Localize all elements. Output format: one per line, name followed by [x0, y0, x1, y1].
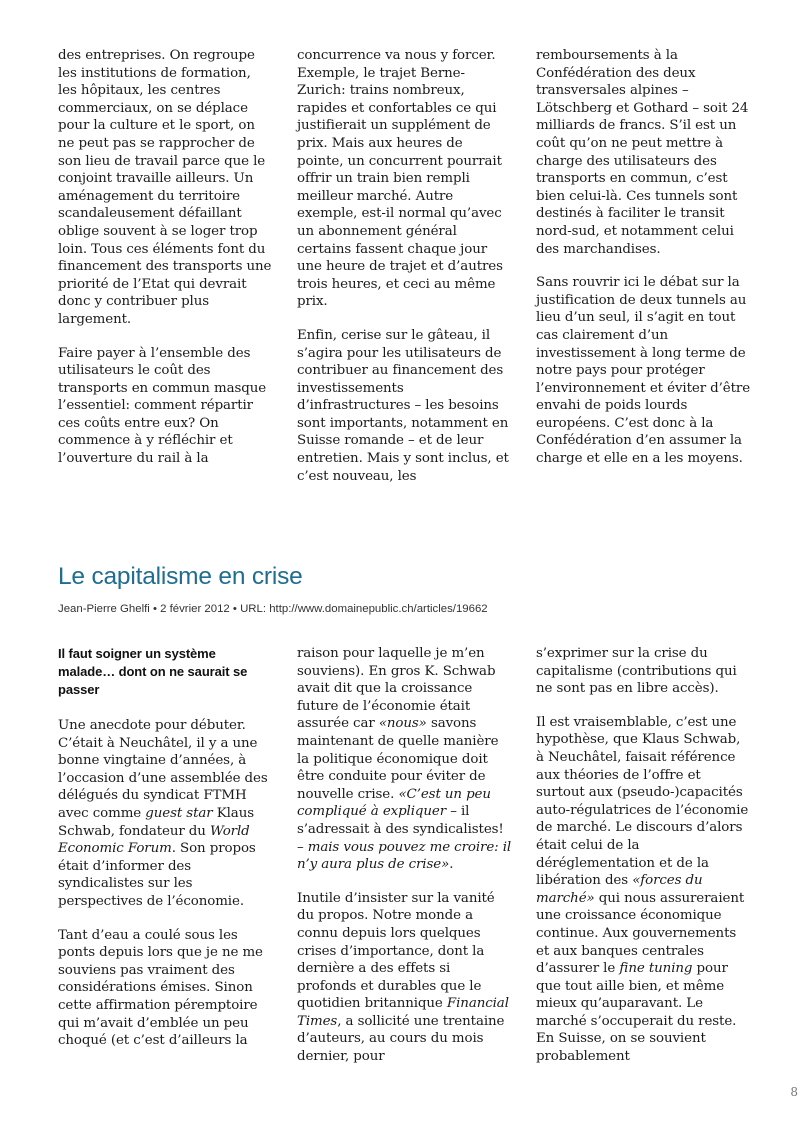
paragraph: remboursements à la Confédération des deux transversales alpines – Lötschberg et Gothard – soit 24 milliards de francs. S’il est un coût qu’on ne peut mettre à charge des utilisateurs des transports en commun, c’est bien celui-là. Ces tunnels sont destinés à faciliter le transit nord-sud, et notamment celui des marchandises.	[536, 48, 749, 257]
paragraph: s’exprimer sur la crise du capitalisme (contributions qui ne sont pas en libre accès).	[536, 646, 737, 697]
article-lead: Il faut soigner un système malade… dont on ne saurait se passer	[58, 646, 248, 697]
paragraph: Il est vraisemblable, c’est une hypothèse, que Klaus Schwab, à Neuchâtel, faisait référence aux théories de l’offre et surtout aux (pseudo-)capacités auto-régulatrices de l’économie de marché. Le discours d’alors était celui de la déréglementation et de la libération des «forces du marché» qui nous assureraient une croissance économique continue. Aux gouvernements et aux banques centrales d’assurer le fine tuning pour que tout aille bien, et même mieux qu’auparavant. Le marché s’occuperait du reste. En Suisse, on se souvient probablement	[536, 714, 749, 1065]
paragraph: des entreprises. On regroupe les institutions de formation, les hôpitaux, les centres commerciaux, on se déplace pour la culture et le sport, on ne peut pas se rapprocher de son lieu de travail parce que le conjoint travaille ailleurs. Un aménagement du territoire scandaleusement défaillant oblige souvent à se loger trop loin. Tous ces éléments font du financement des transports une priorité de l’Etat qui devrait donc y contribuer plus largement.	[58, 48, 272, 327]
paragraph: raison pour laquelle je m’en souviens). En gros K. Schwab avait dit que la croissance future de l’économie était assurée car «nous» savons maintenant de quelle manière la politique économique doit être conduite pour éviter de nouvelle crise. «C’est un peu compliqué à expliquer – il s’adressait à des syndicalistes! – mais vous pouvez me croire: il n’y aura plus de crise».	[297, 646, 512, 873]
article-title: Le capitalisme en crise	[58, 563, 303, 590]
paragraph: Faire payer à l’ensemble des utilisateurs le coût des transports en commun masque l’essentiel: comment répartir ces coûts entre eux? On commence à y réfléchir et l’ouverture du rail à la	[58, 345, 267, 467]
paragraph: Sans rouvrir ici le débat sur la justification de deux tunnels au lieu d’un seul, il s’agit en tout cas clairement d’un investissement à long terme de notre pays pour protéger l’environnement et éviter d’être envahi de poids lourds européens. C’est donc à la Confédération d’en assumer la charge et elle en a les moyens.	[536, 275, 751, 467]
article-column-3	[536, 645, 751, 1066]
page-number: 8	[790, 1085, 798, 1099]
top-column-3	[536, 47, 751, 468]
paragraph: concurrence va nous y forcer. Exemple, le trajet Berne-Zurich: trains nombreux, rapides et confortables ce qui justifierait un supplément de prix. Mais aux heures de pointe, un concurrent pourrait offrir un train bien rempli meilleur marché. Autre exemple, est-il normal qu’avec un abonnement général certains fassent chaque jour une heure de trajet et d’autres trois heures, et ceci au même prix.	[297, 48, 503, 310]
top-column-2	[297, 47, 512, 485]
article-column-1	[58, 645, 273, 1050]
paragraph: Tant d’eau a coulé sous les ponts depuis lors que je ne me souviens pas vraiment des considérations émises. Sinon cette affirmation péremptoire qui m’avait d’emblée un peu choqué (et c’est d’ailleurs la	[58, 927, 263, 1049]
article-byline: Jean-Pierre Ghelfi • 2 février 2012 • URL: http://www.domainepublic.ch/articles/19662	[58, 603, 488, 615]
article-column-2	[297, 645, 512, 1066]
paragraph: Une anecdote pour débuter. C’était à Neuchâtel, il y a une bonne vingtaine d’années, à l’occasion d’une assemblée des délégués du syndicat FTMH avec comme guest star Klaus Schwab, fondateur du World Economic Forum. Son propos était d’informer des syndicalistes sur les perspectives de l’économie.	[58, 718, 268, 909]
paragraph: Enfin, cerise sur le gâteau, il s’agira pour les utilisateurs de contribuer au financement des investissements d’infrastructures – les besoins sont importants, notamment en Suisse romande – et de leur entretien. Mais y sont inclus, et c’est nouveau, les	[297, 327, 509, 484]
paragraph: Inutile d’insister sur la vanité du propos. Notre monde a connu depuis lors quelques crises d’importance, dont la dernière a des effets si profonds et durables que le quotidien britannique Financial Times, a sollicité une trentaine d’auteurs, au cours du mois dernier, pour	[297, 890, 509, 1065]
top-column-1	[58, 47, 273, 468]
